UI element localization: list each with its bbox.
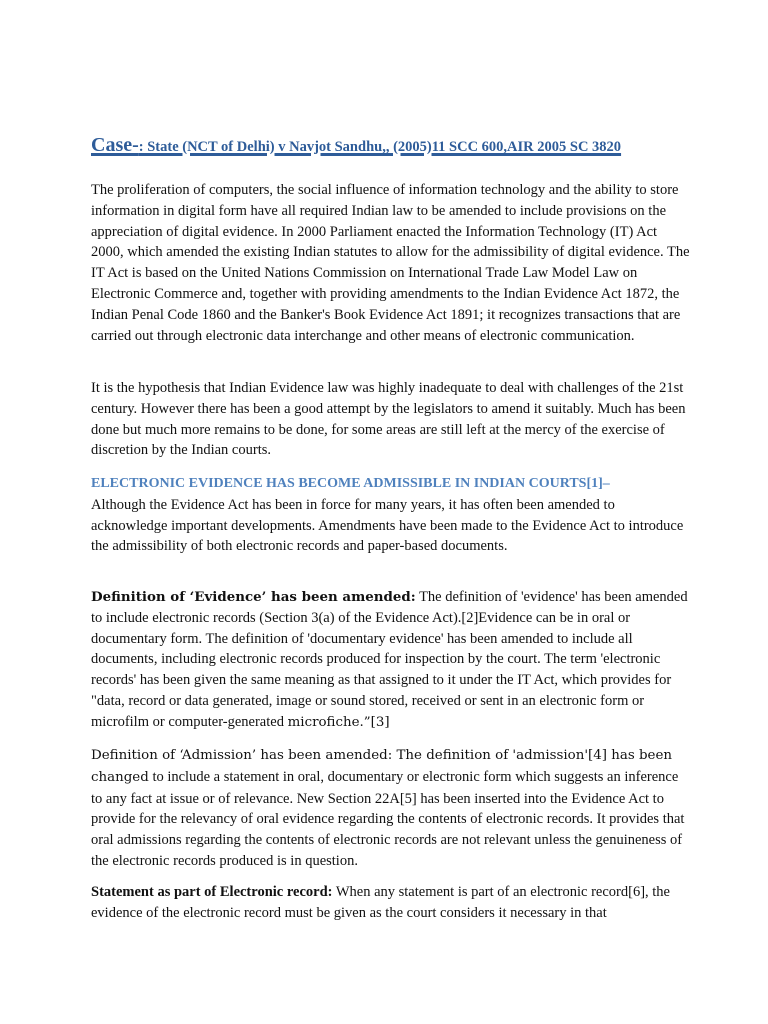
statement-paragraph [91, 882, 691, 924]
definition-admission-paragraph [91, 745, 691, 872]
definition-evidence-body: The definition of 'evidence' has been amended to include electronic records (Section 3(a) of the Evidence Act).[2]Evidence can be in oral or documentary form. The definition of 'documentary evidence' has been amended to include all documents, including electronic records produced for inspection by the court. The term 'electronic records' has been given the same meaning as that assigned to it under the IT Act, which provides for "data, record or data generated, image or sound stored, received or sent in an electronic form or microfilm or computer-generated [91, 589, 688, 730]
definition-admission-body: to include a statement in oral, documentary or electronic form which suggests an inference to any fact at issue or of relevance. New Section 22A[5] has been inserted into the Evidence Act to provide for the relevancy of oral evidence regarding the contents of electronic records. It provides that oral admissions regarding the contents of electronic records are not relevant unless the genuineness of the electronic records produced is in question. [91, 768, 685, 869]
statement-body: When any statement is part of an electronic record[6], the evidence of the electronic record must be given as the court considers it necessary in that [91, 884, 670, 921]
case-citation: : State (NCT of Delhi) v Navjot Sandhu,, (2005)11 SCC 600,AIR 2005 SC 3820 [138, 139, 622, 155]
definition-evidence-paragraph [91, 587, 691, 734]
definition-evidence-label: Definition of ‘Evidence’ has been amended: [91, 589, 416, 605]
section-title: ELECTRONIC EVIDENCE HAS BECOME ADMISSIBLE IN INDIAN COURTS[1]– [91, 476, 610, 491]
intro-paragraph: The proliferation of computers, the social influence of information technology and the ability to store information in digital form have all required Indian law to be amended to include provisions on the appreciation of digital evidence. In 2000 Parliament enacted the Information Technology (IT) Act 2000, which amended the existing Indian statutes to allow for the admissibility of digital evidence. The IT Act is based on the United Nations Commission on International Trade Law Model Law on Electronic Commerce and, together with providing amendments to the Indian Evidence Act 1872, the Indian Penal Code 1860 and the Banker's Book Evidence Act 1891; it recognizes transactions that are carried out through electronic data interchange and other means of electronic communication. [91, 182, 690, 344]
statement-label: Statement as part of Electronic record: [91, 884, 333, 900]
admissibility-paragraph [91, 473, 691, 557]
section-body: Although the Evidence Act has been in force for many years, it has often been amended to acknowledge important developments. Amendments have been made to the Evidence Act to introduce the admissibility of both electronic records and paper-based documents. [91, 496, 684, 555]
case-heading [91, 122, 621, 159]
hypothesis-paragraph: It is the hypothesis that Indian Evidence law was highly inadequate to deal with challenges of the 21st century. However there has been a good attempt by the legislators to amend it suitably. Much has been done but much more remains to be done, for some areas are still left at the mercy of the exercise of discretion by the Indian courts. [91, 380, 686, 459]
definition-evidence-tail: microfiche.”[3] [287, 714, 390, 730]
definition-admission-label: Definition of ‘Admission’ has been amended: The definition of 'admission'[4] has been changed [91, 748, 673, 785]
case-label: Case- [91, 134, 139, 156]
